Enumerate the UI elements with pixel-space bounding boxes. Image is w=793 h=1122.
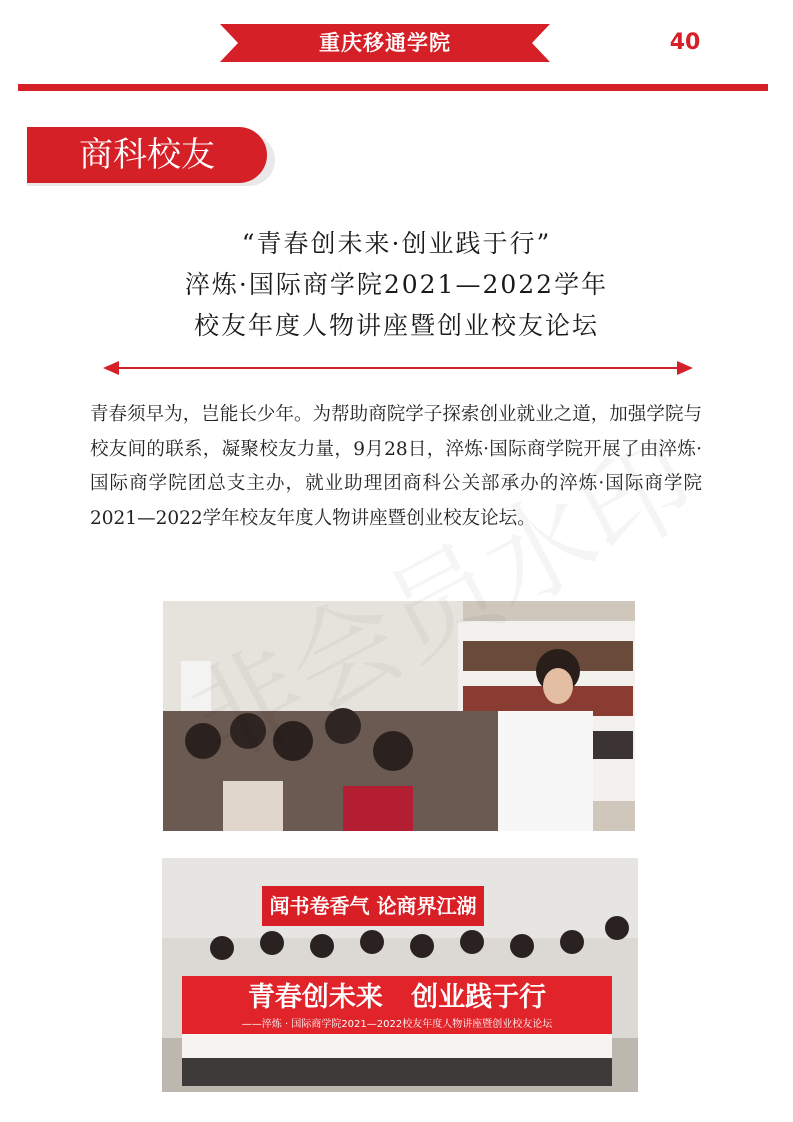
school-name: 重庆移通学院 bbox=[319, 31, 451, 55]
event-title-line3: 校友年度人物讲座暨创业校友论坛 bbox=[193, 311, 599, 340]
photo-group bbox=[162, 858, 638, 1092]
event-title-line2: 淬炼·国际商学院2021—2022学年 bbox=[184, 270, 609, 299]
header-rule bbox=[18, 84, 768, 91]
banner-sub: ——淬炼 · 国际商学院2021—2022校友年度人物讲座暨创业校友论坛 bbox=[241, 1019, 553, 1030]
page-number: 40 bbox=[669, 30, 701, 55]
banner-main: 青春创未来 创业践于行 bbox=[247, 982, 547, 1013]
section-tab bbox=[27, 127, 267, 183]
header-ribbon bbox=[220, 24, 550, 62]
event-title-line1: “青春创未来·创业践于行” bbox=[241, 229, 552, 258]
body-paragraph: 青春须早为，岂能长少年。为帮助商院学子探索创业就业之道，加强学院与校友间的联系，凝聚校友力量，9月28日，淬炼·国际商学院开展了由淬炼·国际商学院团总支主办，就业助理团商科公关部承办的淬炼·国际商学院2021—2022学年校友年度人物讲座暨创业校友论坛。 bbox=[90, 404, 702, 529]
section-title: 商科校友 bbox=[79, 135, 215, 175]
photo-classroom bbox=[163, 601, 635, 831]
banner-top: 闻书卷香气 论商界江湖 bbox=[269, 894, 477, 918]
double-arrow-divider bbox=[103, 358, 693, 378]
